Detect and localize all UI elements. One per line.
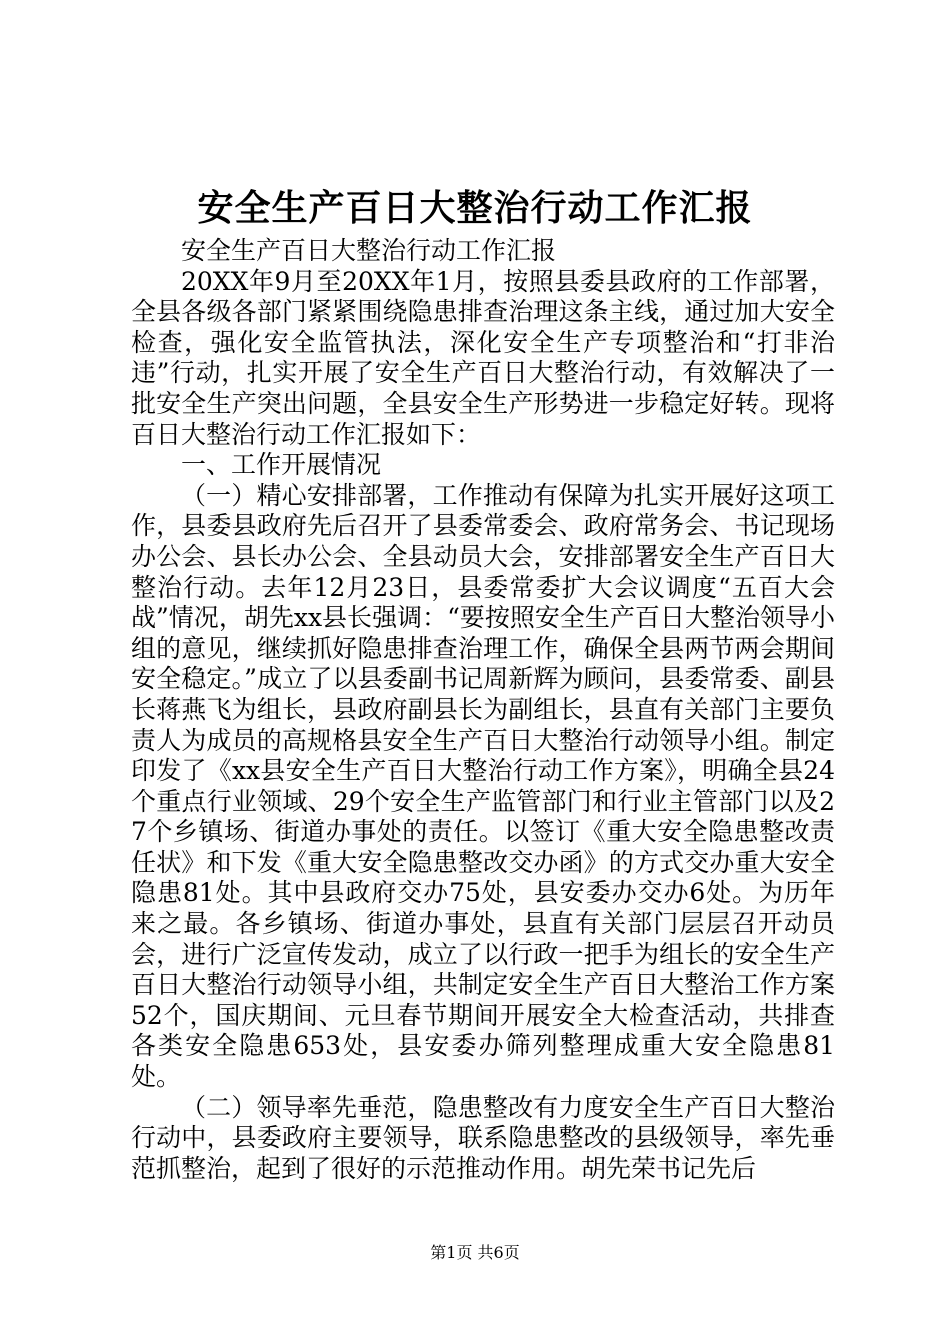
body-paragraph: （一）精心安排部署，工作推动有保障为扎实开展好这项工作，县委县政府先后召开了县委常委会、政府常务会、书记现场办公会、县长办公会、全县动员大会，安排部署安全生产百日大整治行动。去年12月23日，县委常委扩大会议调度“五百大会战”情况，胡先xx县长强调：“要按照安全生产百日大整治领导小组的意见，继续抓好隐患排查治理工作，确保全县两节两会期间安全稳定。”成立了以县委副书记周新辉为顾问，县委常委、副县长蒋燕飞为组长，县政府副县长为副组长，县直有关部门主要负责人为成员的高规格县安全生产百日大整治行动领导小组。制定印发了《xx县安全生产百日大整治行动工作方案》，明确全县24个重点行业领域、29个安全生产监管部门和行业主管部门以及27个乡镇场、街道办事处的责任。以签订《重大安全隐患整改责任状》和下发《重大安全隐患整改交办函》的方式交办重大安全隐患81处。其中县政府交办75处，县安委办交办6处。为历年来之最。各乡镇场、街道办事处，县直有关部门层层召开动员会，进行广泛宣传发动，成立了以行政一把手为组长的安全生产百日大整治行动领导小组，共制定安全生产百日大整治工作方案52个，国庆期间、元旦春节期间开展安全大检查活动，共排查各类安全隐患653处，县安委办筛列整理成重大安全隐患81处。 — [131, 480, 835, 1092]
body-paragraph: （二）领导率先垂范，隐患整改有力度安全生产百日大整治行动中，县委政府主要领导，联系隐患整改的县级领导，率先垂范抓整治，起到了很好的示范推动作用。胡先荣书记先后 — [131, 1092, 835, 1183]
intro-paragraph: 20XX年9月至20XX年1月，按照县委县政府的工作部署，全县各级各部门紧紧围绕隐患排查治理这条主线，通过加大安全检查，强化安全监管执法，深化安全生产专项整治和“打非治违”行动，扎实开展了安全生产百日大整治行动，有效解决了一批安全生产突出问题，全县安全生产形势进一步稳定好转。现将百日大整治行动工作汇报如下： — [131, 266, 835, 449]
section-heading: 一、工作开展情况 — [181, 450, 382, 480]
document-title: 安全生产百日大整治行动工作汇报 — [197, 187, 753, 229]
page-number-footer: 第1页 共6页 — [430, 1243, 520, 1262]
document-body — [131, 236, 835, 1184]
subtitle-paragraph: 安全生产百日大整治行动工作汇报 — [181, 236, 557, 265]
